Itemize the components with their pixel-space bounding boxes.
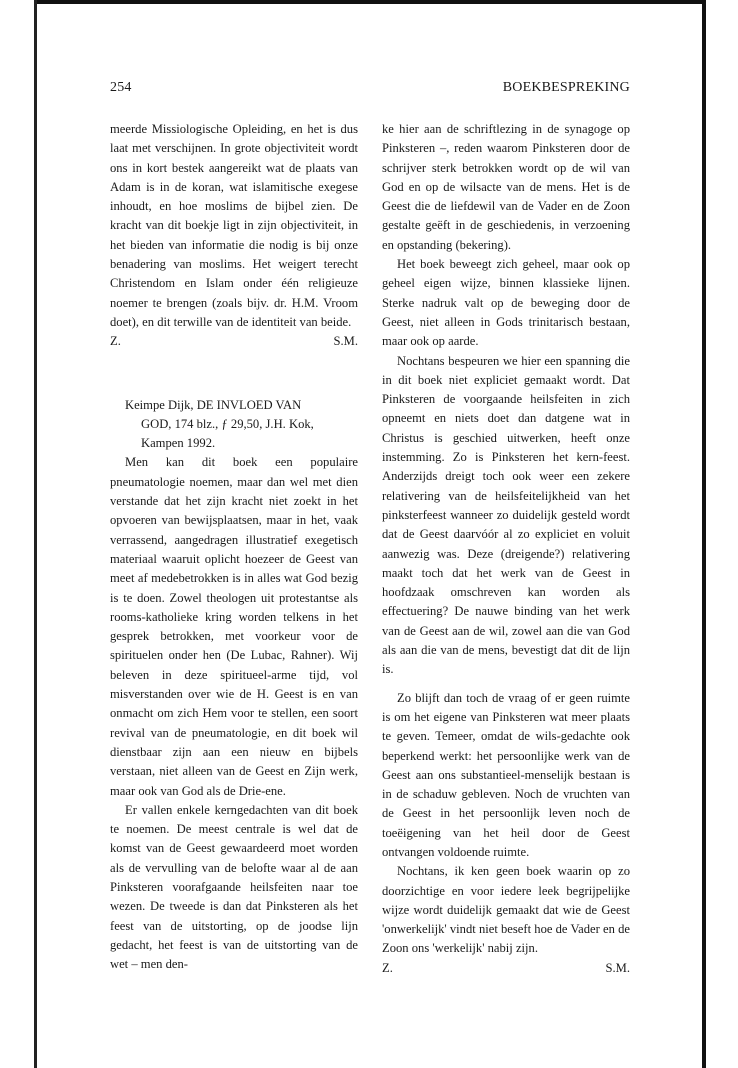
right-paragraph-2: Het boek beweegt zich geheel, maar ook op geheel eigen wijze, binnen klassieke lijnen. Sterke nadruk valt op de beweging door de Geest, niet alleen in Gods trinitarisch bestaan, maar ook op aarde. (382, 257, 630, 349)
book-reference (110, 396, 358, 454)
right-paragraph-1: ke hier aan de schriftlezing in de synagoge op Pinksteren –, reden waarom Pinksteren door de schrijver sterk betrokken wordt op de wil van God en op de wilsacte van de mens. Het is de Geest die de liefdewil van de Vader en de Zoon gestalte geëft in de geschiedenis, in verzoening en opstanding (bekering). (382, 122, 630, 252)
book-page (110, 80, 630, 975)
signature-place: Z. (382, 960, 393, 975)
right-column (382, 120, 630, 978)
scan-border-right (702, 0, 706, 1068)
signature-initials: S.M. (333, 334, 358, 349)
left-paragraph-3: Er vallen enkele kerngedachten van dit boek te noemen. De meest centrale is wel dat de komst van de Geest gewaardeerd moet worden als de vervulling van de belofte waar al de aan Pinksteren voorafgaande heilsfeiten naar toe wezen. De tweede is dan dat Pinksteren als het feest van de uitstorting, op de joodse lijn gedacht, het feest is van de uitstorting van de wet – men den- (110, 802, 358, 972)
left-paragraph-1: meerde Missiologische Opleiding, en het is dus laat met verschijnen. In grote objectiviteit wordt ons in kort bestek aangereikt wat de plaats van Adam is in de koran, wat islamitische exegese inhoudt, en hoe moslims de bijbel zien. De kracht van dit boekje ligt in zijn objectiviteit, in het bieden van informatie die nodig is bij onze benadering van moslims. Het weigert terecht Christendom en Islam onder één religieuze noemer te brengen (zoals bijv. dr. H.M. Vroom doet), en dit terwille van de identiteit van beide. (110, 122, 358, 329)
right-paragraph-4: Zo blijft dan toch de vraag of er geen ruimte is om het eigene van Pinksteren wat meer plaats te geven. Temeer, omdat de wils-gedachte ook beperkend werkt: het persoonlijke werk van de Geest aan ons substantieel-menselijk bestaan is in de schaduw gebleven. Noch de vruchten van de Geest in het persoonlijk leven noch de toeëigening van het heil door de Geest ontvangen voldoende ruimte. (382, 690, 630, 859)
right-paragraph-5: Nochtans, ik ken geen boek waarin op zo doorzichtige en voor iedere leek begrijpelijke wijze wordt duidelijk gemaakt dat wie de Geest 'onwerkelijk' vindt niet beseft hoe de Vader en de Zoon ons 'werkelijk' nabij zijn. (382, 864, 630, 956)
text-columns (110, 120, 630, 978)
page-number: 254 (110, 80, 132, 95)
signature-2 (382, 959, 630, 978)
book-reference-line-2: GOD, 174 blz., ƒ 29,50, J.H. Kok, (141, 416, 314, 431)
scan-border-left (34, 0, 37, 1068)
scan-border-top (34, 0, 706, 4)
section-title: BOEKBESPREKING (502, 80, 630, 95)
signature-initials: S.M. (605, 960, 630, 975)
left-column (110, 120, 358, 978)
left-paragraph-2: Men kan dit boek een populaire pneumatologie noemen, maar dan wel met dien verstande dat het zijn kracht niet zoekt in het opvoeren van bewijsplaatsen, maar in het, vaak verrassend, aangedragen illustratief exegetisch materiaal waaruit oplicht hoezeer de Geest van meet af medebetrokken is in alles wat God bezig is te doen. Zowel theologen uit protestantse als rooms-katholieke kring worden telkens in het gesprek betrokken, met voorkeur voor de spirituelen onder hen (De Lubac, Rahner). Wij beleven in deze spiritueel-arme tijd, vol misverstanden over wie de H. Geest is en van onmacht om zich Hem voor te stellen, een soort revival van de pneumatologie, en dit boek wil dienstbaar zijn aan een nieuw en bijbels verstaan, niet alleen van de Geest en Zijn werk, maar ook van God als de Drie-ene. (110, 455, 358, 798)
running-head (110, 80, 630, 100)
signature-place: Z. (110, 334, 121, 349)
signature-1 (110, 332, 358, 351)
right-paragraph-3: Nochtans bespeuren we hier een spanning die in dit boek niet expliciet gemaakt wordt. Dat Pinksteren de voorgaande heilsfeiten in zich opneemt en niets doet dan datgene wat in Christus is geschied uitwerken, heeft onze instemming. Zo is Pinksteren het kern-feest. Anderzijds dreigt toch ook weer een zekere relativering van de heilsfeitelijkheid van het pinksterfeest wanneer zo duidelijk gesteld wordt dat de Geest daarvóór al zo expliciet en voluit aanwezig was. Deze (dreigende?) relativering maakt toch dat het werk van de Geest in hoofdzaak omschreven kan worden als effectuering? De nauwe binding van het werk van de Geest aan de wil, zowel aan die van God als aan die van de mens, bevestigt dat dit de lijn is. (382, 353, 630, 677)
book-reference-line-1: Keimpe Dijk, DE INVLOED VAN (125, 397, 302, 412)
book-reference-line-3: Kampen 1992. (141, 436, 216, 451)
